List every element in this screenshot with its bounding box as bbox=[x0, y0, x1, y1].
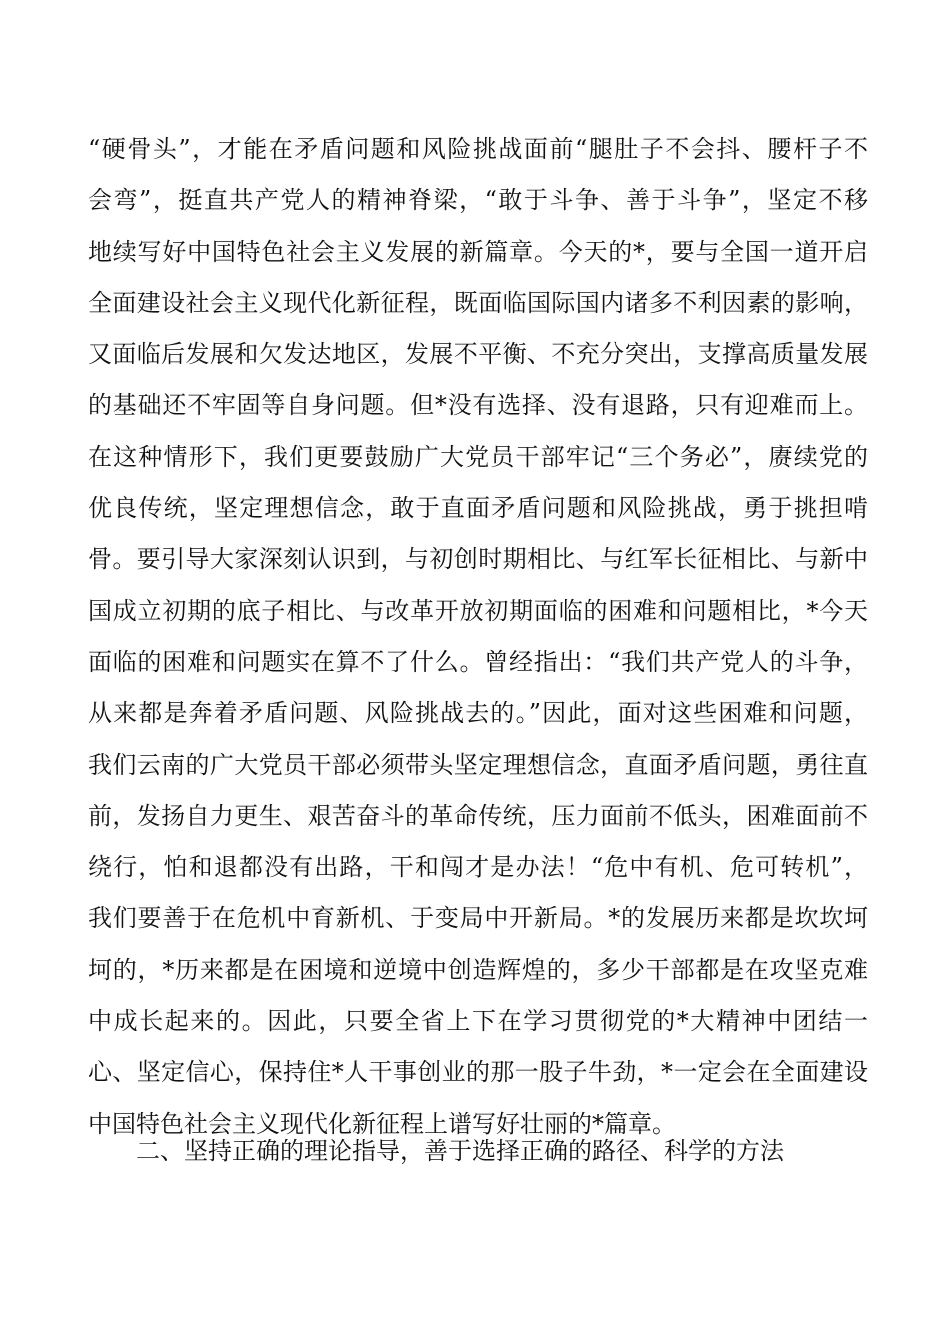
section-heading: 二、坚持正确的理论指导，善于选择正确的路径、科学的方法 bbox=[136, 1137, 784, 1165]
body-paragraph bbox=[88, 124, 868, 1150]
paragraph-line: 又面临后发展和欠发达地区，发展不平衡、不充分突出，支撑高质量发展 bbox=[88, 340, 868, 369]
paragraph-line: 在这种情形下，我们更要鼓励广大党员干部牢记“三个务必”，赓续党的 bbox=[88, 442, 868, 471]
paragraph-line: 会弯”，挺直共产党人的精神脊梁，“敢于斗争、善于斗争”，坚定不移 bbox=[88, 186, 868, 215]
paragraph-line: 中成长起来的。因此，只要全省上下在学习贯彻党的*大精神中团结一 bbox=[88, 1007, 868, 1036]
paragraph-line: 地续写好中国特色社会主义发展的新篇章。今天的*，要与全国一道开启 bbox=[88, 237, 868, 266]
paragraph-line: 全面建设社会主义现代化新征程，既面临国际国内诸多不利因素的影响， bbox=[88, 288, 868, 317]
paragraph-line: 的基础还不牢固等自身问题。但*没有选择、没有退路，只有迎难而上。 bbox=[88, 391, 868, 420]
paragraph-line: “硬骨头”，才能在矛盾问题和风险挑战面前“腿肚子不会抖、腰杆子不 bbox=[88, 135, 868, 163]
paragraph-line: 骨。要引导大家深刻认识到，与初创时期相比、与红军长征相比、与新中 bbox=[88, 545, 868, 574]
paragraph-line: 我们要善于在危机中育新机、于变局中开新局。*的发展历来都是坎坎坷 bbox=[88, 904, 868, 933]
paragraph-line: 优良传统，坚定理想信念，敢于直面矛盾问题和风险挑战，勇于挑担啃 bbox=[88, 494, 868, 523]
paragraph-line: 心、坚定信心，保持住*人干事创业的那一股子牛劲，*一定会在全面建设 bbox=[88, 1058, 868, 1087]
paragraph-line: 前，发扬自力更生、艰苦奋斗的革命传统，压力面前不低头，困难面前不 bbox=[88, 801, 868, 830]
paragraph-line: 面临的困难和问题实在算不了什么。曾经指出：“我们共产党人的斗争， bbox=[88, 647, 868, 676]
paragraph-line: 从来都是奔着矛盾问题、风险挑战去的。”因此，面对这些困难和问题， bbox=[88, 699, 868, 728]
paragraph-line: 中国特色社会主义现代化新征程上谱写好壮丽的*篇章。 bbox=[88, 1109, 676, 1138]
paragraph-line: 国成立初期的底子相比、与改革开放初期面临的困难和问题相比，*今天 bbox=[88, 596, 868, 625]
paragraph-line: 我们云南的广大党员干部必须带头坚定理想信念，直面矛盾问题，勇往直 bbox=[88, 750, 868, 779]
paragraph-line: 坷的，*历来都是在困境和逆境中创造辉煌的，多少干部都是在攻坚克难 bbox=[88, 955, 868, 984]
paragraph-line: 绕行，怕和退都没有出路，干和闯才是办法！“危中有机、危可转机”， bbox=[88, 853, 868, 882]
